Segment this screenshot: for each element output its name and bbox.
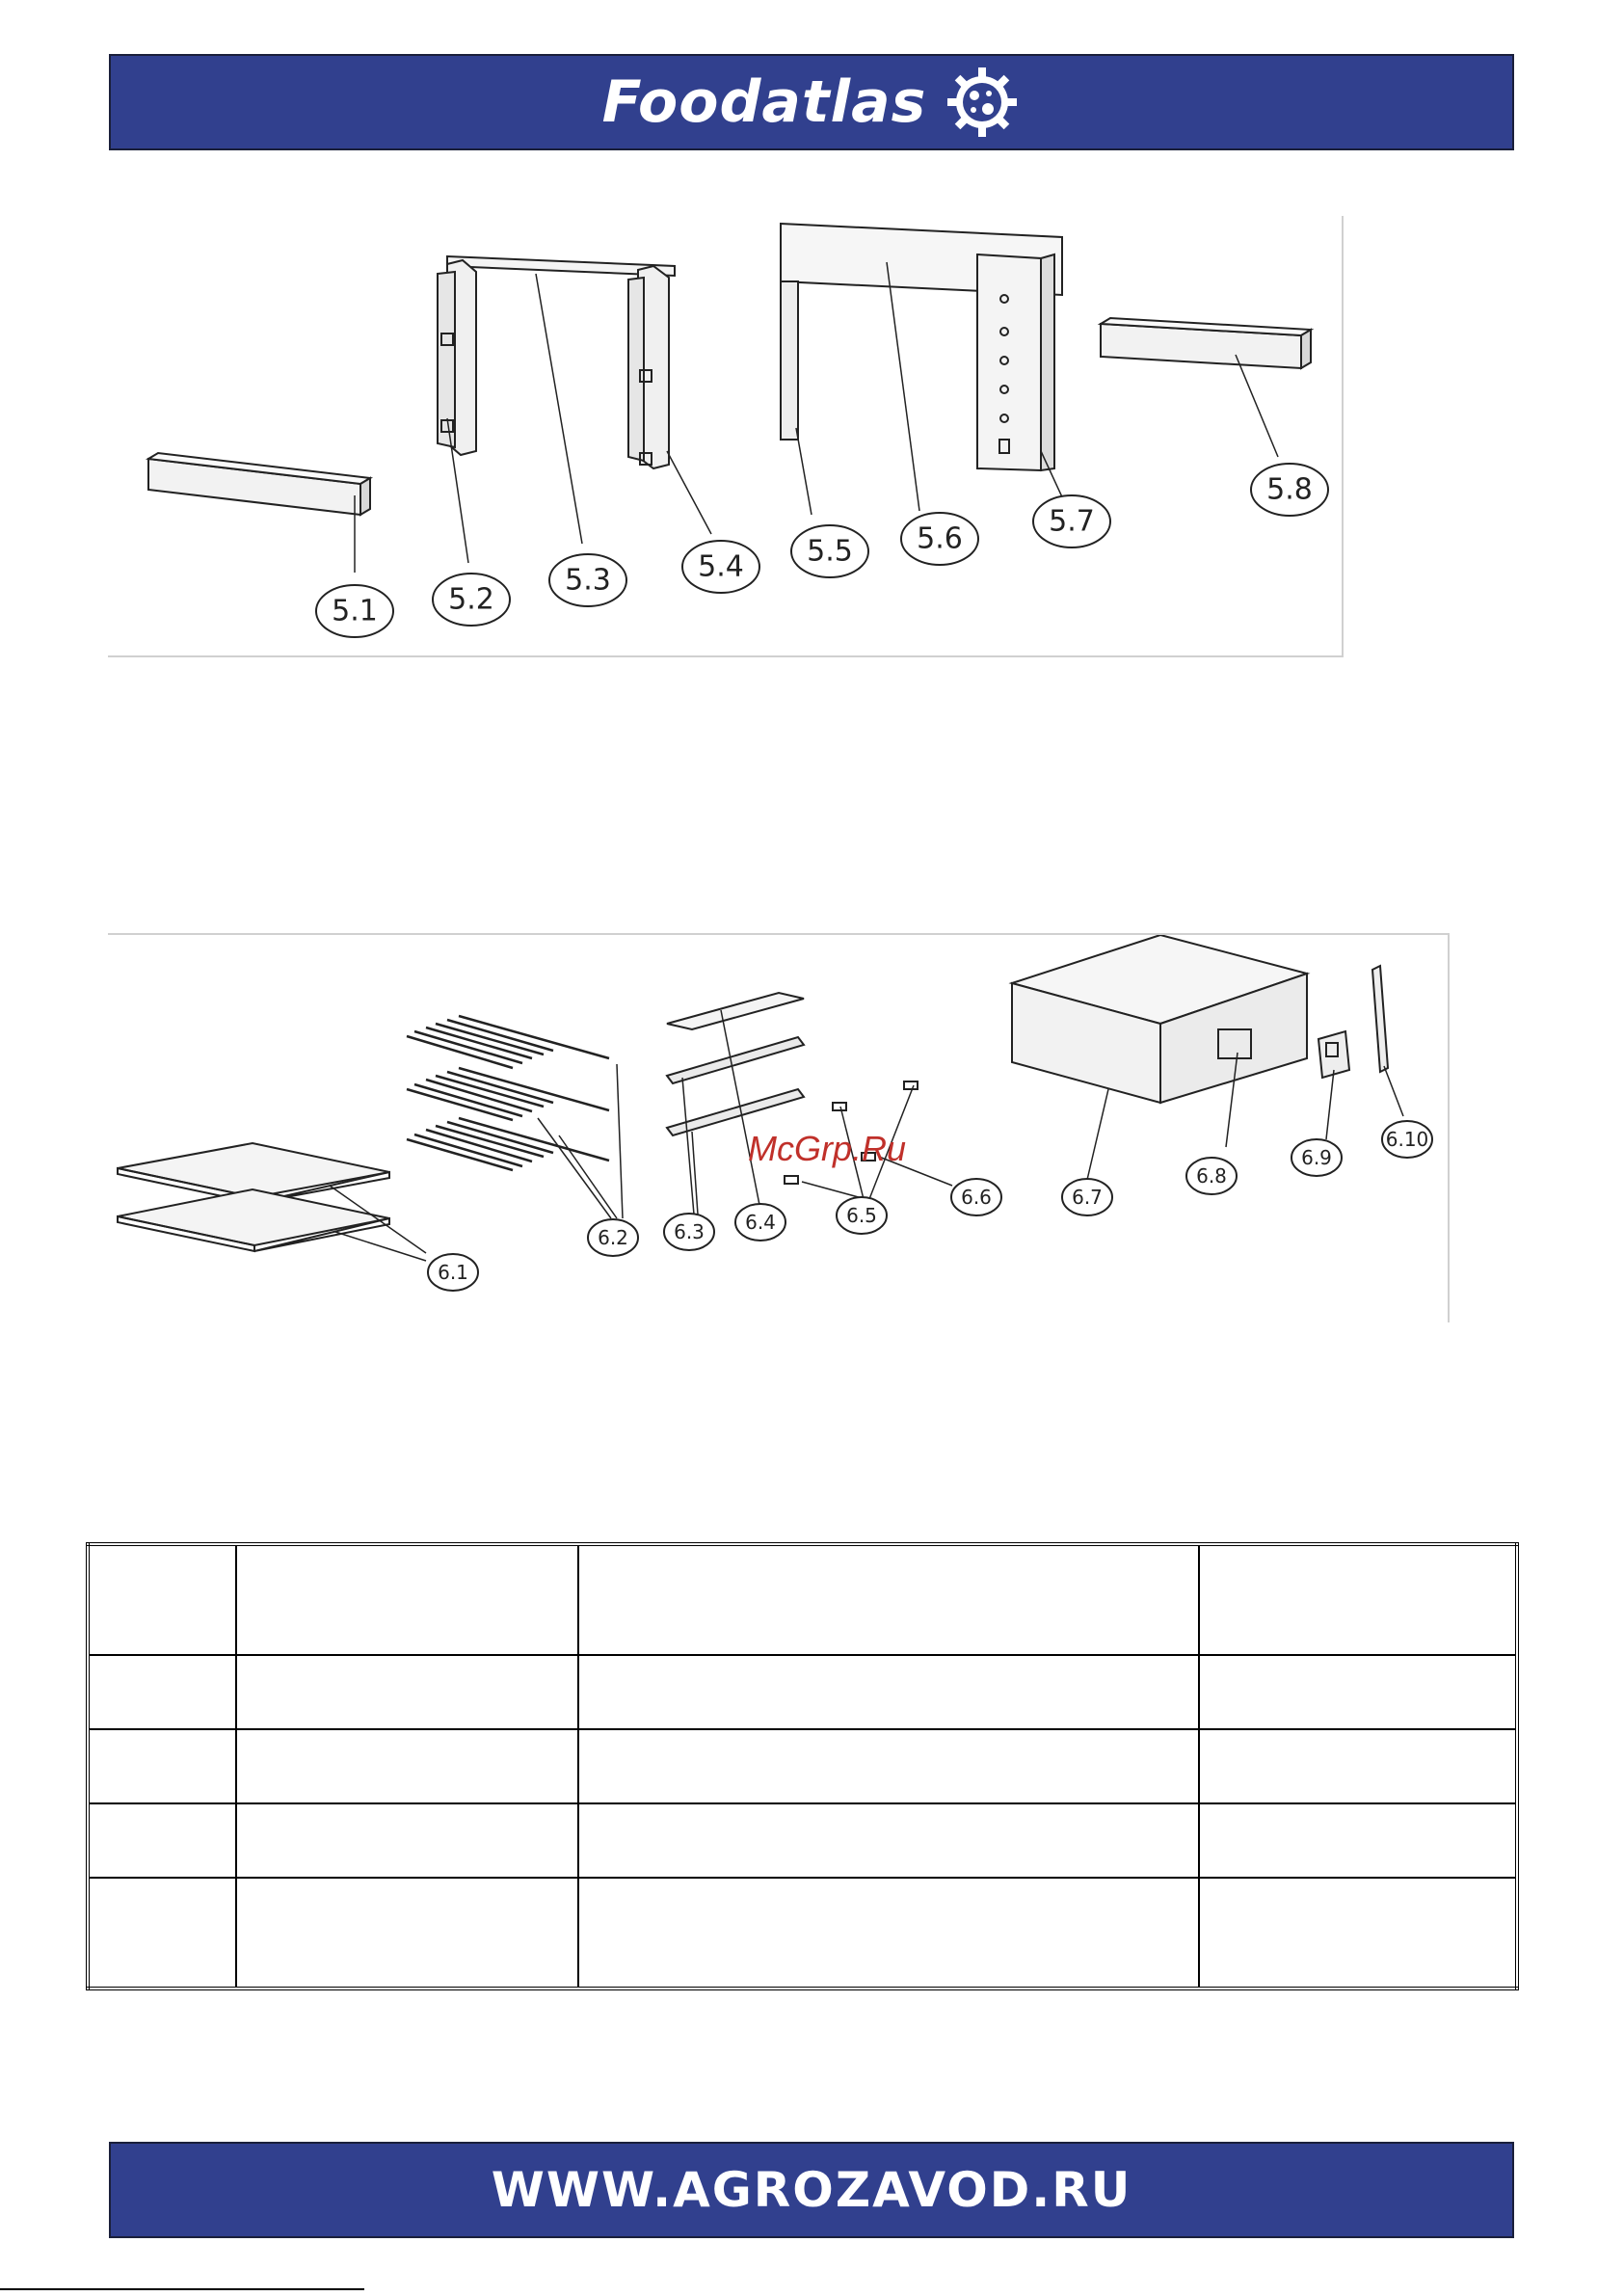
callouts-6 [428,1121,1432,1291]
table-cell [236,1878,578,1989]
table-cell [1199,1544,1517,1655]
callout-label-6-2: 6.2 [598,1226,628,1249]
table-row [88,1729,1517,1803]
table-cell [578,1729,1199,1803]
table-cell [236,1655,578,1729]
gear-icon [944,64,1021,141]
callout-label-5-5: 5.5 [807,534,853,569]
table-cell [1199,1803,1517,1878]
table-cell [578,1878,1199,1989]
table-cell [88,1803,236,1878]
part-6-3-6-4-drawing [667,993,804,1135]
footer-url[interactable]: WWW.AGROZAVOD.RU [491,2162,1132,2218]
callout-label-5-8: 5.8 [1266,472,1313,507]
callout-label-6-9: 6.9 [1301,1146,1332,1169]
table-cell [88,1878,236,1989]
callout-label-6-7: 6.7 [1072,1186,1103,1209]
callout-label-5-3: 5.3 [565,563,611,598]
table-cell [578,1655,1199,1729]
table-row [88,1544,1517,1655]
callout-label-5-1: 5.1 [332,594,378,628]
part-6-10-drawing [1372,966,1388,1072]
parts-table [86,1542,1519,1990]
header-banner [109,54,1514,150]
table-row [88,1878,1517,1989]
part-5-8-drawing [1101,318,1311,368]
table-row [88,1803,1517,1878]
page-bottom-rule [0,2288,364,2290]
table-cell [1199,1878,1517,1989]
part-5-2-5-4-drawing [438,256,675,468]
callout-label-5-6: 5.6 [917,521,963,556]
part-5-1-drawing [148,453,370,515]
table-row [88,1655,1517,1729]
table-cell [88,1655,236,1729]
callout-label-5-7: 5.7 [1049,504,1095,539]
callout-label-5-4: 5.4 [698,549,744,584]
callout-label-6-3: 6.3 [674,1220,705,1243]
part-6-1-drawing [118,1143,389,1251]
table-cell [578,1803,1199,1878]
part-6-2-drawing [407,1016,609,1170]
watermark: McGrp.Ru [747,1129,907,1168]
callout-label-6-1: 6.1 [438,1261,468,1284]
callout-label-6-5: 6.5 [846,1204,877,1227]
table-cell [88,1544,236,1655]
table-cell [236,1544,578,1655]
diagram-frame-parts-6 [108,933,1450,1322]
callout-label-5-2: 5.2 [448,582,494,617]
part-6-7-drawing [1012,935,1307,1103]
callout-label-6-8: 6.8 [1196,1164,1227,1188]
table-cell [1199,1655,1517,1729]
callout-label-6-4: 6.4 [745,1211,776,1234]
table-cell [88,1729,236,1803]
footer-banner [109,2142,1514,2238]
callout-label-6-6: 6.6 [961,1186,992,1209]
table-cell [236,1803,578,1878]
part-5-5-5-7-drawing [781,224,1062,470]
table-cell [1199,1729,1517,1803]
table-cell [236,1729,578,1803]
brand-name: Foodatlas [601,68,927,136]
diagram-frame-parts-5 [108,216,1344,657]
table-cell [578,1544,1199,1655]
brand [602,64,1022,141]
callout-label-6-10: 6.10 [1385,1128,1429,1151]
